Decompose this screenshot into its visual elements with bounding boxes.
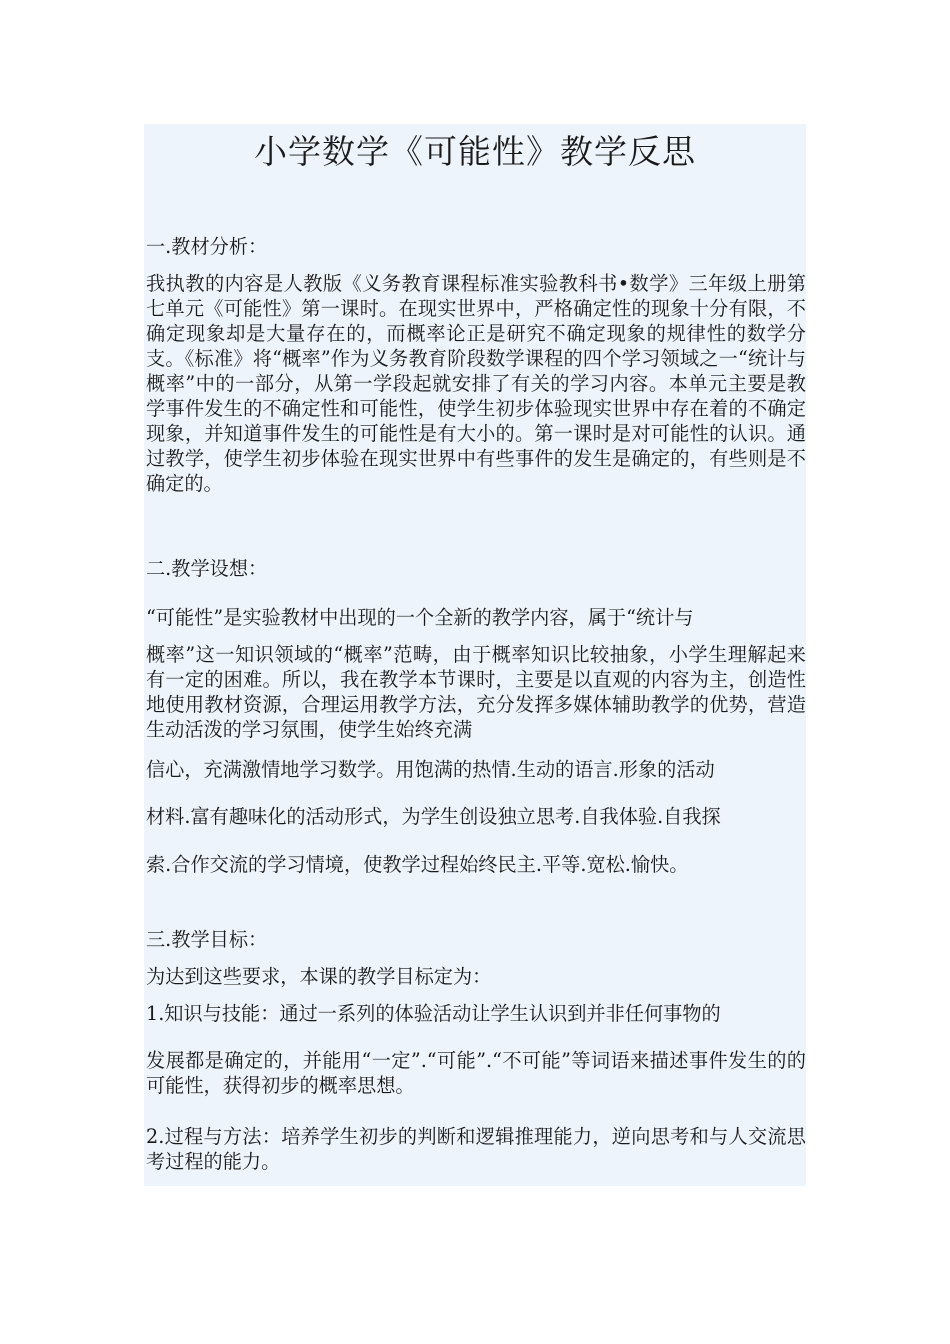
goal-1-line1: 1.知识与技能：通过一系列的体验活动让学生认识到并非任何事物的 [146, 1002, 721, 1025]
section-body-1: 我执教的内容是人教版《义务教育课程标准实验教科书•数学》三年级上册第七单元《可能性》第一课时。在现实世界中，严格确定性的现象十分有限，不确定现象却是大量存在的，而概率论正是研究不确定现象的规律性的数学分支。《标准》将“概率”作为义务教育阶段数学课程的四个学习领域之一“统计与概率”中的一部分，从第一学段起就安排了有关的学习内容。本单元主要是教学事件发生的不确定性和可能性，使学生初步体验现实世界中存在着的不确定现象，并知道事件发生的可能性是有大小的。第一课时是对可能性的认识。通过教学，使学生初步体验在现实世界中有些事件的发生是确定的，有些则是不确定的。 [146, 272, 806, 495]
section-heading-1: 一.教材分析： [146, 235, 268, 258]
section-body-2: 概率”这一知识领域的“概率”范畴，由于概率知识比较抽象，小学生理解起来有一定的困难。所以，我在教学本节课时，主要是以直观的内容为主，创造性地使用教材资源，合理运用教学方法，充分发挥多媒体辅助教学的优势，营造生动活泼的学习氛围，使学生始终充满 [146, 643, 806, 741]
goal-2: 2.过程与方法：培养学生初步的判断和逻辑推理能力，逆向思考和与人交流思考过程的能力。 [146, 1125, 806, 1173]
section-body-2-line-b: 材料.富有趣味化的活动形式，为学生创设独立思考.自我体验.自我探 [146, 805, 721, 828]
document-title: 小学数学《可能性》教学反思 [254, 132, 696, 171]
section-body-2-line-a: 信心，充满激情地学习数学。用饱满的热情.生动的语言.形象的活动 [146, 758, 715, 781]
goal-1-rest: 发展都是确定的，并能用“一定”.“可能”.“不可能”等词语来描述事件发生的的可能性，获得初步的概率思想。 [146, 1049, 806, 1097]
section-body-2-line-c: 索.合作交流的学习情境，使教学过程始终民主.平等.宽松.愉快。 [146, 853, 689, 876]
section-body-2-line1: “可能性”是实验教材中出现的一个全新的教学内容，属于“统计与 [146, 606, 694, 629]
section-heading-3: 三.教学目标： [146, 928, 268, 951]
document-page [144, 124, 806, 1186]
section-intro-3: 为达到这些要求，本课的教学目标定为： [146, 965, 492, 988]
section-heading-2: 二.教学设想： [146, 557, 268, 580]
